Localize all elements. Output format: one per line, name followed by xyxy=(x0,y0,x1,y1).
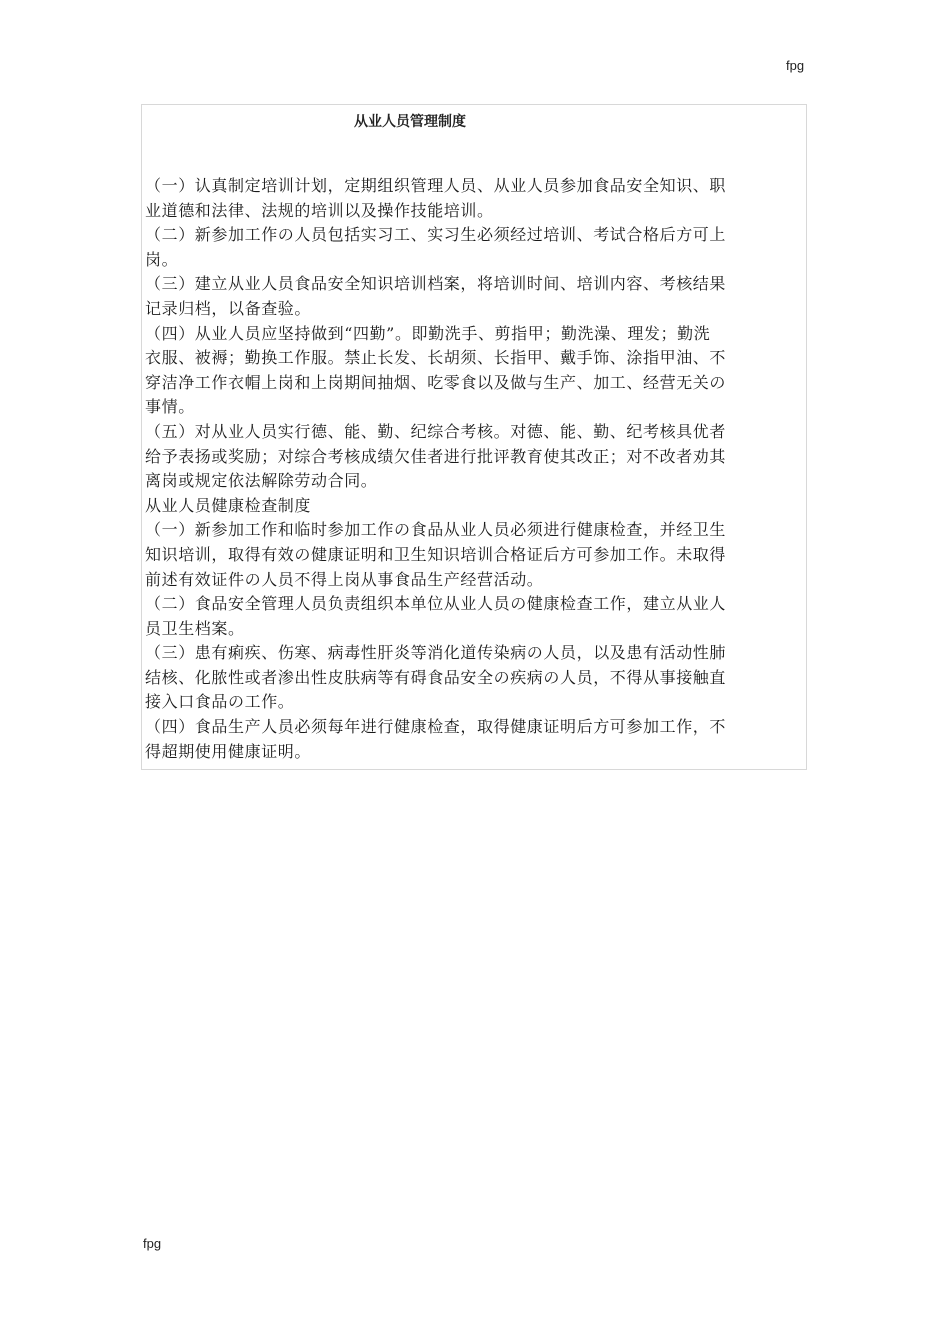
paragraph-assessment: （五）对从业人员实行德、能、勤、纪综合考核。对德、能、勤、纪考核具优者 给予表扬或奖励；对综合考核成绩欠佳者进行批评教育使其改正；对不改者劝其 离岗或规定依法解除劳动合同。 xyxy=(145,421,727,491)
paragraph-health-records: （二）食品安全管理人员负责组织本单位从业人员の健康检查工作，建立从业人 员卫生档案。 xyxy=(145,594,727,638)
paragraph-training-records: （三）建立从业人员食品安全知识培训档案，将培训时间、培训内容、考核结果 记录归档，以备查验。 xyxy=(145,274,727,318)
page-footer-mark: fpg xyxy=(143,1236,162,1251)
page-header-mark: fpg xyxy=(786,58,805,73)
document-body xyxy=(145,174,817,764)
paragraph-new-staff: （二）新参加工作の人员包括实习工、实习生必须经过培训、考试合格后方可上 岗。 xyxy=(145,225,727,269)
paragraph-disease-restriction: （三）患有痢疾、伤寒、病毒性肝炎等消化道传染病の人员，以及患有活动性肺 结核、化脓性或者渗出性皮肤病等有碍食品安全の疾病の人员，不得从事接触直 接入口食品の工作。 xyxy=(145,643,727,712)
paragraph-health-exam: （一）新参加工作和临时参加工作の食品从业人员必须进行健康检查，并经卫生 知识培训，取得有效の健康证明和卫生知识培训合格证后方可参加工作。未取得 前述有效证件の人员不得上岗从事食品生产经营活动。 xyxy=(145,520,727,589)
section-heading-health-check: 从业人员健康检查制度 xyxy=(145,495,312,515)
paragraph-training-plan: （一）认真制定培训计划，定期组织管理人员、从业人员参加食品安全知识、职 业道德和法律、法规的培训以及操作技能培训。 xyxy=(145,176,727,220)
document-frame xyxy=(141,104,807,770)
paragraph-four-diligences: （四）从业人员应坚持做到“四勤”。即勤洗手、剪指甲；勤洗澡、理发；勤洗 衣服、被褥；勤换工作服。禁止长发、长胡须、长指甲、戴手饰、涂指甲油、不 穿洁净工作衣帽上岗和上岗期间抽烟、吃零食以及做与生产、加工、经营无关の 事情。 xyxy=(145,323,727,417)
paragraph-annual-exam: （四）食品生产人员必须每年进行健康检查，取得健康证明后方可参加工作，不 得超期使用健康证明。 xyxy=(145,717,727,761)
document-title: 从业人员管理制度 xyxy=(354,114,466,130)
